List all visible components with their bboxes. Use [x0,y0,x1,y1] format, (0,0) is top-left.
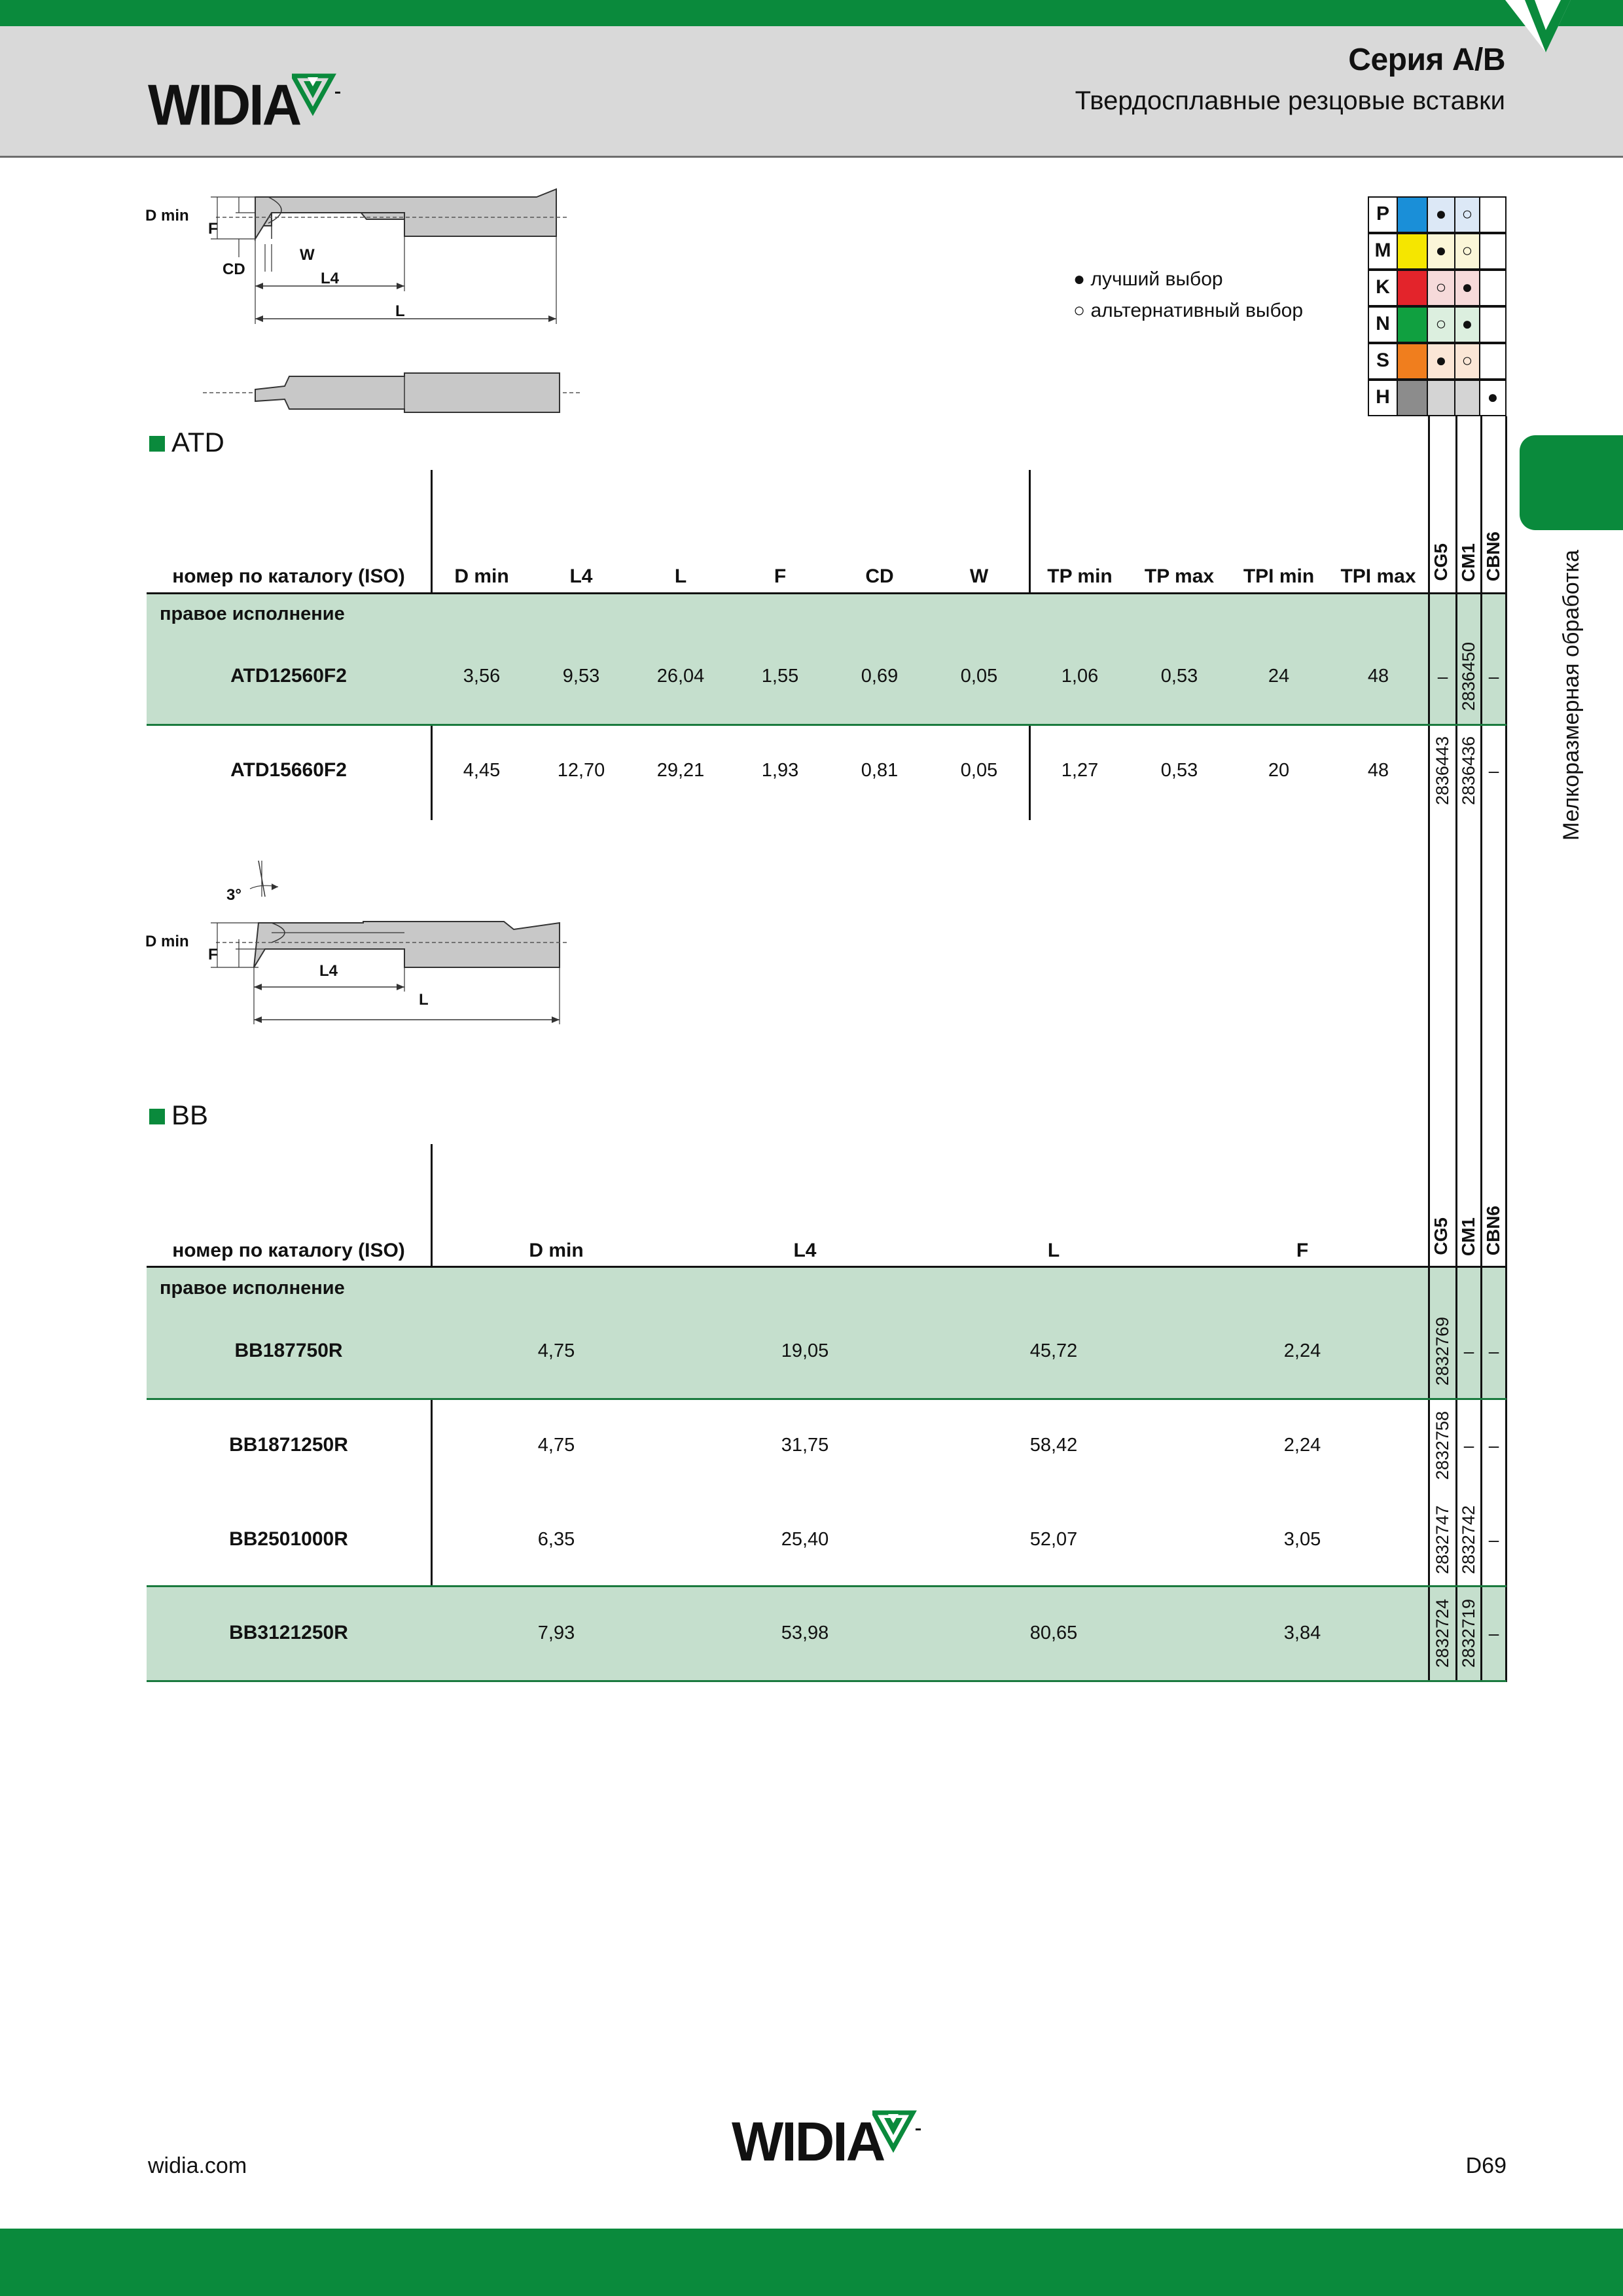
atd-grade-cbn6-value: – [1488,761,1499,781]
bb-row-value: 2,24 [1283,1435,1321,1456]
bb-grade-cbn6-value: – [1488,1435,1499,1456]
footer-logo-triangles-icon [872,2109,931,2155]
atd-row-value: 1,93 [761,760,799,781]
atd-grade-cg5 [1430,725,1455,817]
material-cm1-mark: ○ [1454,233,1480,270]
bb-row-value: 2,24 [1283,1340,1321,1361]
atd-header-l: L [674,565,687,587]
diag-label-l: L [395,302,405,320]
atd-grade-cm1: CM1 [1458,543,1478,583]
atd-group-label: правое исполнение [160,603,345,624]
top-green-bar [0,0,1623,26]
bb-diag-label-l: L [419,991,429,1009]
bb-header-l4: L4 [793,1240,817,1261]
legend-alternative-label: альтернативный выбор [1090,300,1304,321]
atd-grade-cbn6 [1482,631,1505,723]
logo-wordmark: WIDIA [148,72,300,137]
bb-header-f: F [1296,1240,1309,1261]
bb-bottom-rule [147,1680,1507,1682]
bb-section-title: BB [171,1100,209,1130]
atd-header-cd: CD [865,565,894,587]
grade-col-line-4 [1505,416,1507,1682]
bb-grade-cg5: CG5 [1431,1217,1451,1255]
bb-grade-cbn6 [1482,1587,1505,1680]
material-color-swatch [1397,306,1428,343]
atd-header-tpimin: TPI min [1243,565,1315,587]
bb-diag-label-l4: L4 [319,962,338,980]
material-cm1-mark: ○ [1454,343,1480,380]
diag-label-l4: L4 [321,270,340,287]
atd-section-title: ATD [171,427,224,457]
atd-grade-cm1 [1457,631,1480,723]
bb-grade-cg5-value: 2832758 [1433,1411,1452,1480]
bb-grade-cbn6-value: – [1488,1623,1499,1643]
bb-row-code: BB2501000R [229,1528,348,1550]
filled-dot-icon: ● [1073,268,1086,290]
bb-row-value: 53,98 [781,1623,829,1643]
bb-grade-cbn6 [1482,1305,1505,1398]
atd-insert-diagram [137,187,582,435]
diag-label-f: F [208,220,218,238]
atd-row-value: 0,53 [1160,760,1198,781]
material-color-swatch [1397,270,1428,306]
atd-row-value: 48 [1367,760,1389,781]
material-cg5-mark: ● [1427,343,1455,380]
atd-header-dmin: D min [454,565,509,587]
bb-grade-cm1-value: – [1463,1341,1474,1361]
atd-grade-cm1 [1457,725,1480,817]
material-code-n: N [1368,306,1398,343]
bb-row-value: 31,75 [781,1435,829,1456]
bb-header-catalog: номер по каталогу (ISO) [172,1240,405,1261]
bb-grade-header-cbn6 [1483,1206,1504,1265]
atd-grade-cbn6: CBN6 [1483,531,1503,582]
bb-grade-cg5 [1430,1305,1455,1398]
footer-logo-wordmark: WIDIA [732,2111,884,2172]
atd-header-l4: L4 [569,565,593,587]
material-cg5-mark: ○ [1427,270,1455,306]
legend-alternative [1073,300,1303,322]
bb-row-value: 25,40 [781,1529,829,1550]
hollow-dot-icon: ○ [1073,300,1086,321]
material-code-h: H [1368,380,1398,416]
material-color-swatch [1397,196,1428,233]
material-cbn6-mark [1479,343,1507,380]
atd-section-marker [149,436,165,452]
bb-grade-cbn6 [1482,1494,1505,1587]
bb-grade-cm1-value: 2832719 [1459,1599,1478,1668]
diag-label-dmin: D min [145,207,189,224]
atd-grade-cg5-value: – [1437,666,1448,687]
logo-triangles-icon [292,72,351,118]
atd-grade-header-cm1 [1458,543,1479,590]
material-cg5-mark: ● [1427,233,1455,270]
bb-grade-cm1-value: 2832742 [1459,1505,1478,1575]
atd-grade-header-cbn6 [1483,531,1504,590]
atd-row-value: 0,05 [960,666,998,687]
bb-diag-label-dmin: D min [145,933,189,950]
footer-url[interactable]: widia.com [148,2153,247,2178]
side-tab [1520,435,1623,530]
atd-row-value: 48 [1367,666,1389,687]
atd-row-value: 24 [1268,666,1290,687]
atd-row-value: 0,05 [960,760,998,781]
bb-row-value: 4,75 [537,1435,575,1456]
material-cbn6-mark [1479,270,1507,306]
bb-row-code: BB1871250R [229,1434,348,1456]
bb-grade-cm1 [1457,1305,1480,1398]
bb-grade-cm1 [1457,1494,1480,1587]
atd-row-value: 1,55 [761,666,799,687]
bb-row-value: 4,75 [537,1340,575,1361]
material-cbn6-mark [1479,306,1507,343]
bb-row-value: 52,07 [1029,1529,1078,1550]
bb-header-l: L [1047,1240,1060,1261]
bb-grade-cm1 [1457,1399,1480,1492]
atd-row-1-rule [147,724,1507,726]
atd-grade-header-cg5 [1431,543,1454,590]
atd-grade-cbn6 [1482,725,1505,817]
bb-row-value: 6,35 [537,1529,575,1550]
material-cm1-mark [1454,380,1480,416]
atd-grade-cg5 [1430,631,1455,723]
diag-label-cd: CD [223,260,245,278]
material-color-swatch [1397,233,1428,270]
material-cg5-mark: ○ [1427,306,1455,343]
bb-row-value: 45,72 [1029,1340,1078,1361]
bb-grade-cg5 [1430,1399,1455,1492]
material-cbn6-mark: ● [1479,380,1507,416]
bb-row-value: 19,05 [781,1340,829,1361]
bb-grade-cbn6-value: – [1488,1530,1499,1550]
atd-row-code: ATD12560F2 [230,665,347,687]
atd-header-tpmin: TP min [1047,565,1113,587]
atd-row-value: 4,45 [463,760,501,781]
bb-section-marker [149,1109,165,1124]
material-code-s: S [1368,343,1398,380]
bb-row-value: 3,05 [1283,1529,1321,1550]
footer-page-number: D69 [1465,2153,1507,2178]
material-code-k: K [1368,270,1398,306]
bb-row-code: BB187750R [234,1340,343,1361]
bb-row-value: 3,84 [1283,1623,1321,1643]
atd-row-code: ATD15660F2 [230,759,347,781]
atd-grade-cg5-value: 2836443 [1433,736,1452,806]
atd-grade-cm1-value: 2836450 [1459,642,1478,711]
side-tab-label: Мелкоразмерная обработка [1559,550,1584,841]
bb-row-value: 80,65 [1029,1623,1078,1643]
atd-row-value: 29,21 [656,760,705,781]
legend-best-label: лучший выбор [1090,268,1223,290]
material-cbn6-mark [1479,196,1507,233]
atd-header-f: F [774,565,787,587]
bb-diag-label-f: F [208,946,218,963]
material-code-p: P [1368,196,1398,233]
bb-row-1-rule [147,1398,1507,1400]
bb-grade-cbn6: CBN6 [1483,1206,1503,1256]
atd-row-value: 0,53 [1160,666,1198,687]
material-cm1-mark: ○ [1454,196,1480,233]
material-cg5-mark [1427,380,1455,416]
header-subtitle: Твердосплавные резцовые вставки [1075,86,1505,115]
bb-grade-header-cg5 [1431,1217,1454,1265]
bb-diag-label-angle: 3° [226,886,241,904]
bb-group-label: правое исполнение [160,1278,345,1299]
legend-best [1073,268,1223,291]
atd-row-value: 3,56 [463,666,501,687]
bb-row-value: 7,93 [537,1623,575,1643]
material-color-swatch [1397,343,1428,380]
bb-header-dmin: D min [529,1240,584,1261]
bb-insert-diagram [137,857,582,1028]
atd-header-tpimax: TPI max [1340,565,1416,587]
material-color-swatch [1397,380,1428,416]
atd-grade-cbn6-value: – [1488,666,1499,687]
atd-row-value: 26,04 [656,666,705,687]
material-cbn6-mark [1479,233,1507,270]
atd-header-w: W [969,565,989,587]
atd-row-value: 0,69 [861,666,899,687]
material-cm1-mark: ● [1454,306,1480,343]
atd-row-value: 1,06 [1061,666,1099,687]
header-logo [148,72,357,137]
bb-grade-cg5 [1430,1494,1455,1587]
atd-grade-cm1-value: 2836436 [1459,736,1478,806]
atd-row-value: 20 [1268,760,1290,781]
footer-logo [732,2109,928,2174]
bb-grade-cg5-value: 2832724 [1433,1599,1452,1668]
bb-grade-cbn6-value: – [1488,1341,1499,1361]
bb-grade-cg5-value: 2832747 [1433,1505,1452,1575]
diag-label-w: W [300,246,315,264]
bb-grade-cg5 [1430,1587,1455,1680]
bb-grade-cm1 [1457,1587,1480,1680]
material-group-grid [1368,196,1507,416]
bb-row-code: BB3121250R [229,1622,348,1643]
bb-grade-cm1-value: – [1463,1435,1474,1456]
bb-grade-header-cm1 [1458,1217,1479,1265]
atd-header-catalog: номер по каталогу (ISO) [172,565,405,587]
material-cm1-mark: ● [1454,270,1480,306]
header-title: Серия A/B [1348,43,1505,77]
atd-grade-cg5: CG5 [1431,543,1451,581]
atd-header-tpmax: TP max [1144,565,1215,587]
bb-grade-cm1: CM1 [1458,1217,1478,1257]
bb-grade-cbn6 [1482,1399,1505,1492]
atd-row-value: 12,70 [557,760,605,781]
material-cg5-mark: ● [1427,196,1455,233]
bb-grade-cg5-value: 2832769 [1433,1317,1452,1386]
atd-row-value: 9,53 [562,666,600,687]
bb-row-value: 58,42 [1029,1435,1078,1456]
corner-notch-icon [1505,0,1571,52]
atd-row-value: 1,27 [1061,760,1099,781]
footer-green-bar [0,2229,1623,2296]
material-code-m: M [1368,233,1398,270]
atd-row-value: 0,81 [861,760,899,781]
